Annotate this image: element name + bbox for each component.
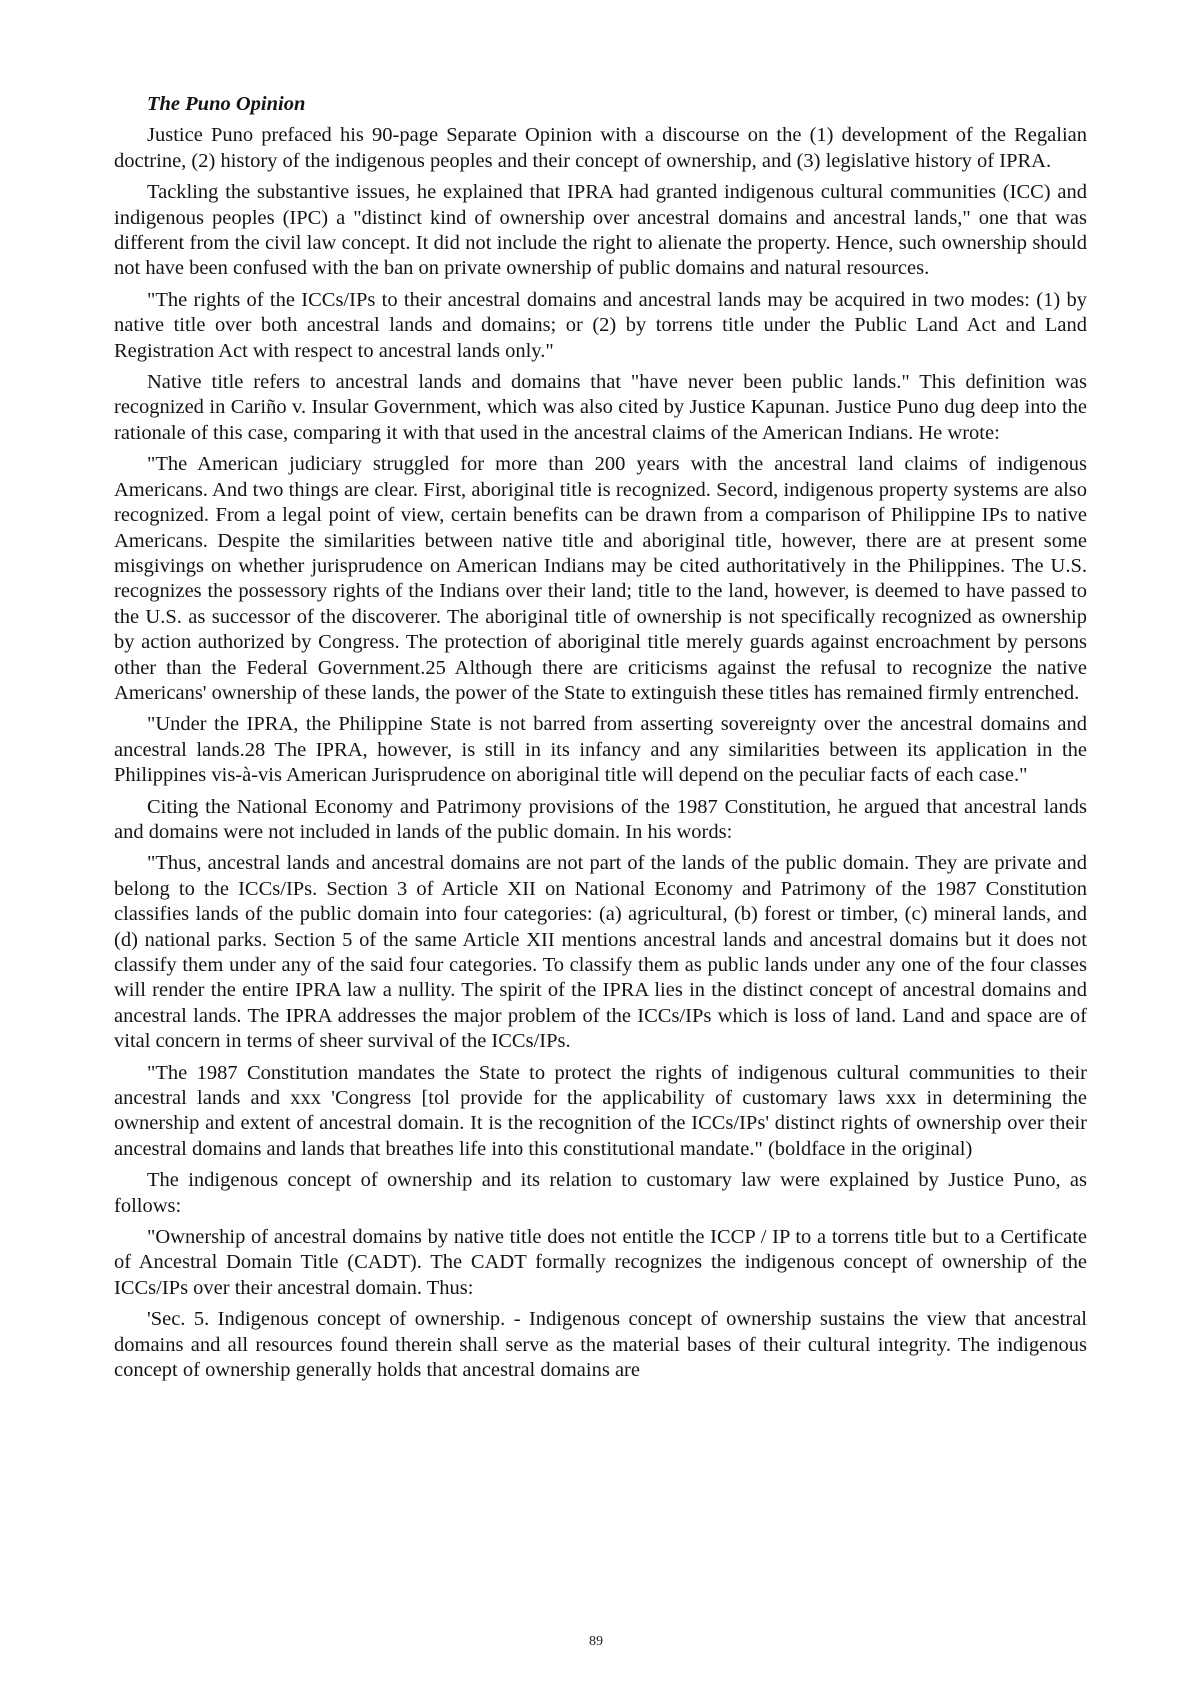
section-heading: The Puno Opinion (147, 93, 306, 115)
paragraph-section-5-quote: 'Sec. 5. Indigenous concept of ownership. - Indigenous concept of ownership sustains the view that ancestral domains and all resources found therein shall serve as the material bases of their cultural integrity. The indigenous concept of ownership generally holds that ancestral domains are (114, 1308, 1087, 1382)
paragraph-american-judiciary-quote: "The American judiciary struggled for more than 200 years with the ancestral land claims of indigenous Americans. And two things are clear. First, aboriginal title is recognized. Secord, indigenous property systems are also recognized. From a legal point of view, certain benefits can be drawn from a comparison of Philippine IPs to native Americans. Despite the similarities between native title and aboriginal title, however, there are at present some misgivings on whether jurisprudence on American Indians may be cited authoritatively in the Philippines. The U.S. recognizes the possessory rights of the Indians over their land; title to the land, however, is deemed to have passed to the U.S. as successor of the discoverer. The aboriginal title of ownership is not specifically recognized as ownership by action authorized by Congress. The protection of aboriginal title merely guards against encroachment by persons other than the Federal Government.25 Although there are criticisms against the refusal to recognize the native Americans' ownership of these lands, the power of the State to extinguish these titles has remained firmly entrenched. (114, 453, 1087, 704)
paragraph-native-title: Native title refers to ancestral lands and domains that "have never been public lands." This definition was recognized in Cariño v. Insular Government, which was also cited by Justice Kapunan. Justice Puno dug deep into the rationale of this case, comparing it with that used in the ancestral claims of the American Indians. He wrote: (114, 371, 1087, 444)
paragraph-indigenous-concept: The indigenous concept of ownership and its relation to customary law were explained by Justice Puno, as follows: (114, 1169, 1087, 1217)
paragraph-public-domain-quote: "Thus, ancestral lands and ancestral domains are not part of the lands of the public domain. They are private and belong to the ICCs/IPs. Section 3 of Article XII on National Economy and Patrimony of the 1987 Constitution classifies lands of the public domain into four categories: (a) agricultural, (b) forest or timber, (c) mineral lands, and (d) national parks. Section 5 of the same Article XII mentions ancestral lands and ancestral domains but it does not classify them under any of the said four categories. To classify them as public lands under any one of the four classes will render the entire IPRA law a nullity. The spirit of the IPRA lies in the distinct concept of ancestral domains and ancestral lands. The IPRA addresses the major problem of the ICCs/IPs which is loss of land. Land and space are of vital concern in terms of sheer survival of the ICCs/IPs. (114, 852, 1087, 1053)
paragraph-intro: Justice Puno prefaced his 90-page Separate Opinion with a discourse on the (1) development of the Regalian doctrine, (2) history of the indigenous peoples and their concept of ownership, and (3) legislative history of IPRA. (114, 124, 1087, 172)
page-number: 89 (589, 1634, 603, 1649)
paragraph-substantive-issues: Tackling the substantive issues, he explained that IPRA had granted indigenous cultural communities (ICC) and indigenous peoples (IPC) a "distinct kind of ownership over ancestral domains and ancestral lands," one that was different from the civil law concept. It did not include the right to alienate the property. Hence, such ownership should not have been confused with the ban on private ownership of public domains and natural resources. (114, 181, 1087, 280)
document-body (114, 92, 1087, 1390)
paragraph-two-modes-quote: "The rights of the ICCs/IPs to their ancestral domains and ancestral lands may be acquired in two modes: (1) by native title over both ancestral lands and domains; or (2) by torrens title under the Public Land Act and Land Registration Act with respect to ancestral lands only." (114, 288, 1087, 362)
paragraph-cadt-quote: "Ownership of ancestral domains by native title does not entitle the ICCP / IP to a torrens title but to a Certificate of Ancestral Domain Title (CADT). The CADT formally recognizes the indigenous concept of ownership of the ICCs/IPs over their ancestral domain. Thus: (114, 1226, 1087, 1299)
paragraph-constitution-mandate-quote: "The 1987 Constitution mandates the State to protect the rights of indigenous cultural communities to their ancestral lands and xxx 'Congress [tol provide for the applicability of customary laws xxx in determining the ownership and extent of ancestral domain. It is the recognition of the ICCs/IPs' distinct rights of ownership over their ancestral domains and lands that breathes life into this constitutional mandate." (boldface in the original) (114, 1061, 1087, 1160)
paragraph-ipra-sovereignty-quote: "Under the IPRA, the Philippine State is not barred from asserting sovereignty over the ancestral domains and ancestral lands.28 The IPRA, however, is still in its infancy and any similarities between its application in the Philippines vis-à-vis American Jurisprudence on aboriginal title will depend on the peculiar facts of each case." (114, 713, 1087, 787)
paragraph-national-economy: Citing the National Economy and Patrimony provisions of the 1987 Constitution, he argued that ancestral lands and domains were not included in lands of the public domain. In his words: (114, 795, 1087, 843)
